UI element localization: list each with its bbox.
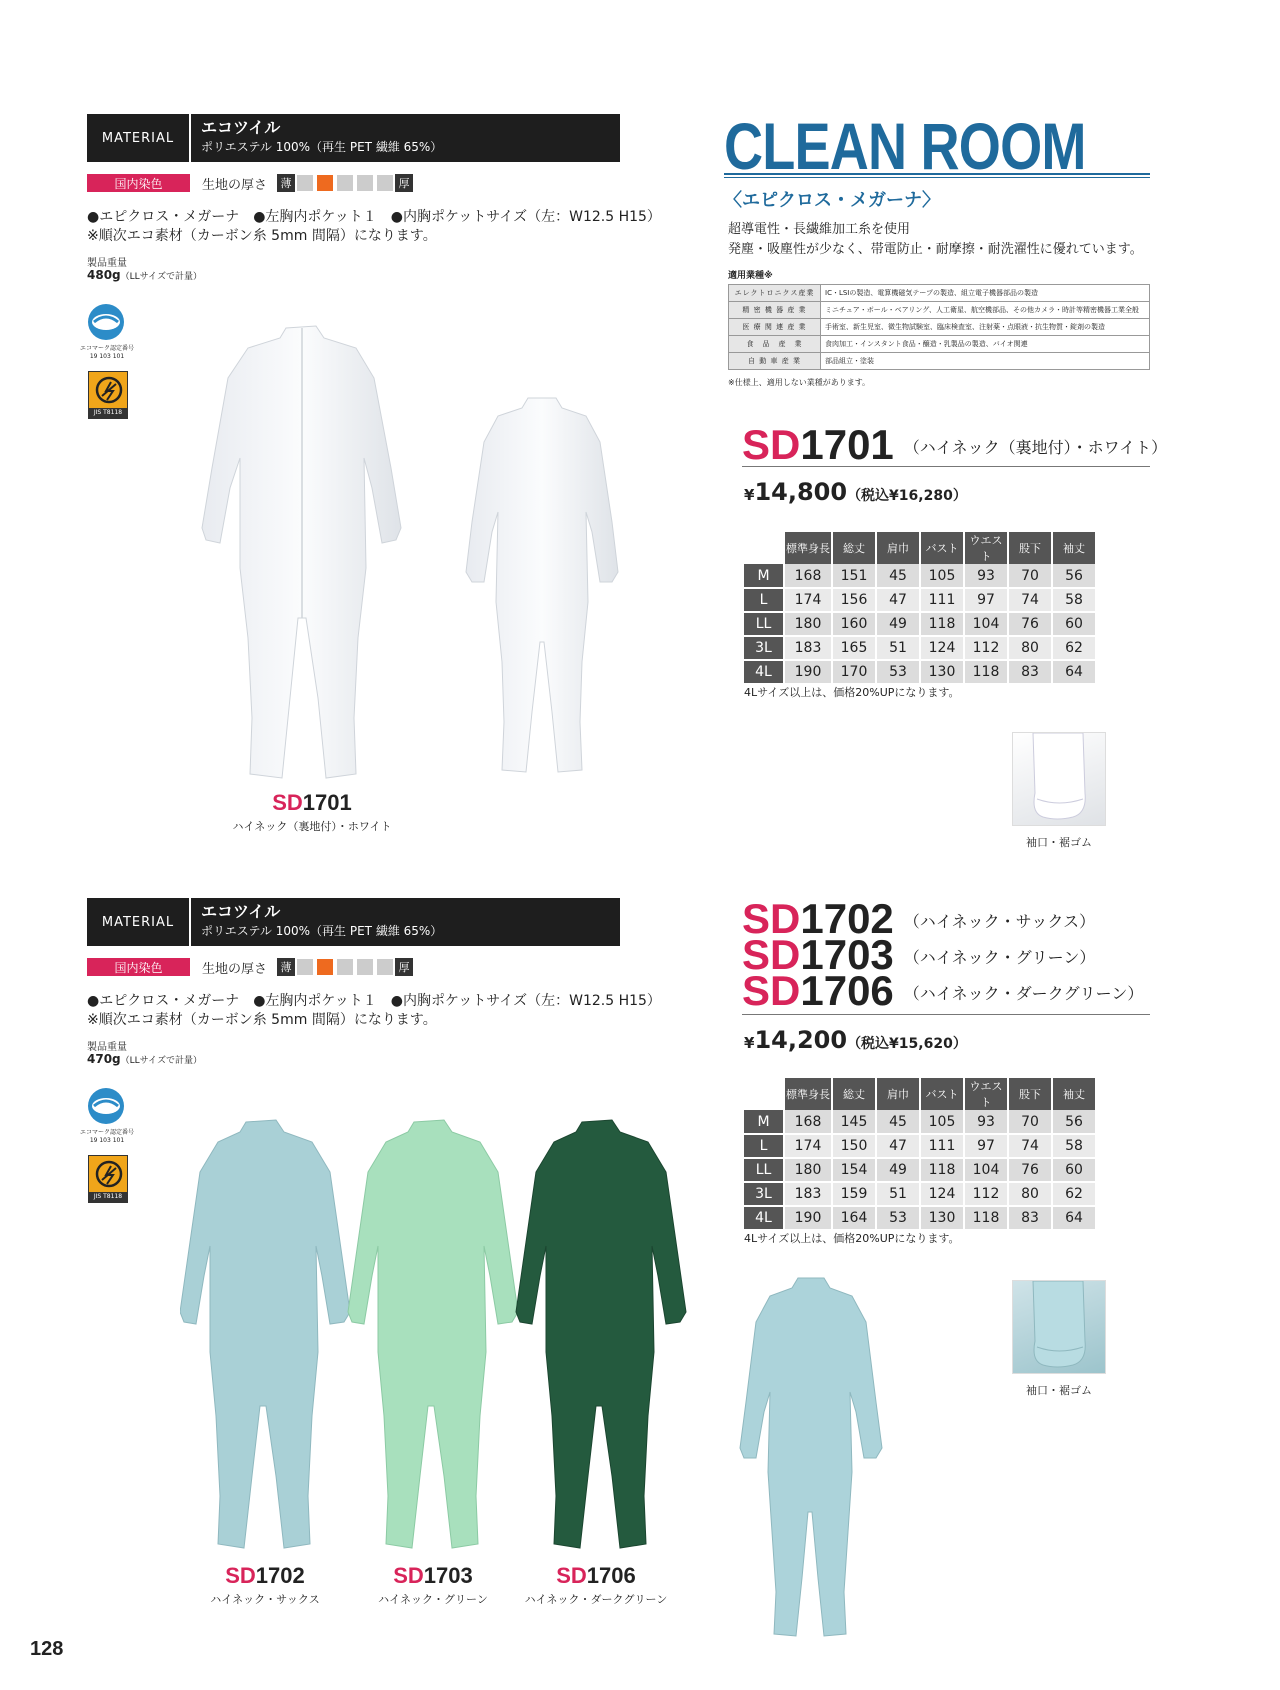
caption-code-sd1706: SD1706 bbox=[556, 1563, 636, 1588]
thickness-step bbox=[377, 175, 393, 191]
table-cell: 111 bbox=[920, 588, 964, 612]
size-label: L bbox=[744, 588, 784, 612]
cuff-detail-label: 袖口・裾ゴム bbox=[1026, 1384, 1092, 1397]
size-label: LL bbox=[744, 1158, 784, 1182]
material-header-2 bbox=[87, 898, 620, 946]
table-cell: 64 bbox=[1052, 1206, 1096, 1230]
product-code-sd1701: SD1701 （ハイネック（裏地付）・ホワイト） bbox=[742, 421, 1168, 468]
table-cell: 104 bbox=[964, 1158, 1008, 1182]
column-header: バスト bbox=[920, 1078, 964, 1110]
size-label: L bbox=[744, 1134, 784, 1158]
table-cell: 151 bbox=[832, 564, 876, 588]
table-cell: 111 bbox=[920, 1134, 964, 1158]
column-header: 袖丈 bbox=[1052, 532, 1096, 564]
table-cell: 190 bbox=[784, 1206, 832, 1230]
header-cell bbox=[744, 1078, 784, 1110]
column-header: ウエスト bbox=[964, 532, 1008, 564]
material-header-1 bbox=[87, 114, 620, 162]
table-cell: 183 bbox=[784, 1182, 832, 1206]
table-cell: 83 bbox=[1008, 660, 1052, 684]
weight-value: 470g（LLサイズで計量） bbox=[87, 1052, 202, 1066]
table-cell: 165 bbox=[832, 636, 876, 660]
ecomark-label: エコマーク認定番号 19 103 101 bbox=[79, 345, 134, 360]
product-photo-sd1701-back bbox=[462, 392, 622, 778]
table-cell: 76 bbox=[1008, 1158, 1052, 1182]
thickness-step bbox=[297, 959, 313, 975]
caption-code-sd1701: SD1701 bbox=[272, 790, 352, 815]
spec-note: ※順次エコ素材（カーボン糸 5mm 間隔）になります。 bbox=[87, 1012, 437, 1028]
table-cell: 97 bbox=[964, 1134, 1008, 1158]
jis-label: JIS T8118 bbox=[89, 1192, 127, 1202]
price-sd1701: ¥14,800（税込¥16,280） bbox=[744, 478, 967, 506]
table-cell: 118 bbox=[964, 1206, 1008, 1230]
dye-badge: 国内染色 bbox=[87, 958, 190, 976]
table-cell: 62 bbox=[1052, 1182, 1096, 1206]
table-cell: 104 bbox=[964, 612, 1008, 636]
thickness-step bbox=[337, 175, 353, 191]
product-code-sd1703: SD1703 （ハイネック・グリーン） bbox=[742, 931, 1096, 978]
table-cell: 49 bbox=[876, 612, 920, 636]
dye-badge: 国内染色 bbox=[87, 174, 190, 192]
table-row bbox=[744, 612, 1096, 636]
table-header-row bbox=[744, 1078, 1096, 1110]
table-cell: 56 bbox=[1052, 564, 1096, 588]
table-row: 精 密 機 器 産 業 ミニチュア・ボール・ベアリング、人工衛星、航空機部品、その他カメラ・時計等精密機器工業全般 bbox=[729, 302, 1150, 319]
ecomark-icon bbox=[84, 1086, 128, 1126]
table-cell: 118 bbox=[920, 1158, 964, 1182]
table-row bbox=[744, 1206, 1096, 1230]
table-cell: 64 bbox=[1052, 660, 1096, 684]
table-cell: 105 bbox=[920, 564, 964, 588]
table-cell: 159 bbox=[832, 1182, 876, 1206]
size-label: 4L bbox=[744, 660, 784, 684]
table-cell: 180 bbox=[784, 1158, 832, 1182]
column-header: 標準身長 bbox=[784, 532, 832, 564]
table-row bbox=[744, 1110, 1096, 1134]
table-cell: 180 bbox=[784, 612, 832, 636]
thickness-label: 生地の厚さ bbox=[202, 177, 268, 193]
table-cell: 118 bbox=[920, 612, 964, 636]
thick-label: 厚 bbox=[395, 958, 413, 976]
product-code-sd1702: SD1702 （ハイネック・サックス） bbox=[742, 895, 1096, 942]
table-cell: 154 bbox=[832, 1158, 876, 1182]
thin-label: 薄 bbox=[277, 958, 295, 976]
table-cell: 124 bbox=[920, 636, 964, 660]
table-cell: 105 bbox=[920, 1110, 964, 1134]
table-cell: 45 bbox=[876, 564, 920, 588]
table-cell: 45 bbox=[876, 1110, 920, 1134]
table-row bbox=[744, 660, 1096, 684]
material-tag: MATERIAL bbox=[87, 898, 191, 946]
table-cell: 168 bbox=[784, 1110, 832, 1134]
spec-note: ※順次エコ素材（カーボン糸 5mm 間隔）になります。 bbox=[87, 228, 437, 244]
table-row bbox=[744, 636, 1096, 660]
spec-line: ●エピクロス・メガーナ ●左胸内ポケット１ ●内胸ポケットサイズ（左：W12.5 H15） bbox=[87, 993, 661, 1009]
header-cell bbox=[744, 532, 784, 564]
table-cell: 80 bbox=[1008, 1182, 1052, 1206]
thickness-scale bbox=[202, 958, 413, 976]
industries-note: ※仕様上、適用しない業種があります。 bbox=[728, 378, 871, 387]
thin-label: 薄 bbox=[277, 174, 295, 192]
table-cell: 70 bbox=[1008, 1110, 1052, 1134]
size-label: M bbox=[744, 564, 784, 588]
ecomark-label: エコマーク認定番号 19 103 101 bbox=[79, 1129, 134, 1144]
jis-antistatic-icon bbox=[88, 371, 128, 419]
table-cell: 93 bbox=[964, 1110, 1008, 1134]
jis-antistatic-icon bbox=[88, 1155, 128, 1203]
thickness-step bbox=[377, 959, 393, 975]
material-tag: MATERIAL bbox=[87, 114, 191, 162]
caption-text-sd1702: ハイネック・サックス bbox=[210, 1593, 320, 1606]
table-cell: 145 bbox=[832, 1110, 876, 1134]
table-cell: 60 bbox=[1052, 1158, 1096, 1182]
table-row: 食 品 産 業 食肉加工・インスタント食品・醸造・乳製品の製造、バイオ関連 bbox=[729, 336, 1150, 353]
size-table-sd1701 bbox=[744, 532, 1097, 685]
cuff-detail-photo bbox=[1012, 1280, 1106, 1374]
thickness-step bbox=[357, 175, 373, 191]
table-cell: 60 bbox=[1052, 612, 1096, 636]
caption-text-sd1703: ハイネック・グリーン bbox=[378, 1593, 488, 1606]
table-row: 自 動 車 産 業 部品組立・塗装 bbox=[729, 353, 1150, 370]
spec-text bbox=[87, 992, 661, 1030]
thickness-label: 生地の厚さ bbox=[202, 961, 268, 977]
table-cell: 183 bbox=[784, 636, 832, 660]
table-header-row bbox=[744, 532, 1096, 564]
title-underline bbox=[724, 173, 1150, 178]
table-cell: 58 bbox=[1052, 588, 1096, 612]
thickness-step-selected bbox=[317, 175, 333, 191]
divider bbox=[742, 1014, 1150, 1015]
spec-line: ●エピクロス・メガーナ ●左胸内ポケット１ ●内胸ポケットサイズ（左：W12.5 H15） bbox=[87, 209, 661, 225]
material-name: エコツイル bbox=[201, 902, 281, 921]
thickness-step bbox=[337, 959, 353, 975]
caption-text-sd1701: ハイネック（裏地付）・ホワイト bbox=[232, 820, 392, 833]
column-header: 総丈 bbox=[832, 1078, 876, 1110]
thickness-step bbox=[357, 959, 373, 975]
table-cell: 174 bbox=[784, 588, 832, 612]
size-note: 4Lサイズ以上は、価格20%UPになります。 bbox=[744, 1232, 960, 1245]
table-row: 医 療 関 連 産 業 手術室、新生児室、微生物試験室、臨床検査室、注射薬・点眼液・抗生物質・錠剤の製造 bbox=[729, 319, 1150, 336]
table-cell: 130 bbox=[920, 660, 964, 684]
table-cell: 130 bbox=[920, 1206, 964, 1230]
column-header: 股下 bbox=[1008, 1078, 1052, 1110]
product-photos-sd1702-1703-1706 bbox=[180, 1116, 720, 1556]
table-row bbox=[744, 564, 1096, 588]
table-cell: 47 bbox=[876, 588, 920, 612]
table-cell: 62 bbox=[1052, 636, 1096, 660]
jis-label: JIS T8118 bbox=[89, 408, 127, 418]
table-row bbox=[744, 588, 1096, 612]
table-cell: 49 bbox=[876, 1158, 920, 1182]
table-cell: 156 bbox=[832, 588, 876, 612]
page-description: 超導電性・長繊維加工糸を使用 発塵・吸塵性が少なく、帯電防止・耐摩擦・耐洗濯性に優れています。 bbox=[728, 222, 1143, 257]
table-row bbox=[744, 1158, 1096, 1182]
ecomark-icon bbox=[84, 302, 128, 342]
table-row bbox=[744, 1134, 1096, 1158]
column-header: バスト bbox=[920, 532, 964, 564]
column-header: 肩巾 bbox=[876, 1078, 920, 1110]
table-cell: 80 bbox=[1008, 636, 1052, 660]
table-cell: 112 bbox=[964, 636, 1008, 660]
caption-code-sd1702: SD1702 bbox=[225, 1563, 305, 1588]
table-cell: 160 bbox=[832, 612, 876, 636]
size-label: M bbox=[744, 1110, 784, 1134]
thickness-step bbox=[297, 175, 313, 191]
table-cell: 74 bbox=[1008, 1134, 1052, 1158]
product-photo-sd1702-back bbox=[736, 1272, 886, 1642]
table-cell: 164 bbox=[832, 1206, 876, 1230]
industries-table bbox=[728, 284, 1150, 370]
page-title: CLEAN ROOM bbox=[724, 109, 1086, 183]
product-code-sd1706: SD1706 （ハイネック・ダークグリーン） bbox=[742, 967, 1144, 1014]
size-table-sd1702 bbox=[744, 1078, 1097, 1231]
weight-label: 製品重量 bbox=[87, 258, 127, 269]
weight-label: 製品重量 bbox=[87, 1042, 127, 1053]
divider bbox=[742, 466, 1150, 467]
table-cell: 53 bbox=[876, 1206, 920, 1230]
table-cell: 51 bbox=[876, 1182, 920, 1206]
table-cell: 118 bbox=[964, 660, 1008, 684]
page-number: 128 bbox=[30, 1638, 64, 1660]
page-subtitle: 〈エピクロス・メガーナ〉 bbox=[724, 190, 940, 211]
table-cell: 112 bbox=[964, 1182, 1008, 1206]
size-label: LL bbox=[744, 612, 784, 636]
cuff-detail-photo bbox=[1012, 732, 1106, 826]
table-cell: 124 bbox=[920, 1182, 964, 1206]
industries-title: 適用業種※ bbox=[728, 271, 773, 281]
price-sd1702: ¥14,200（税込¥15,620） bbox=[744, 1026, 967, 1054]
table-cell: 74 bbox=[1008, 588, 1052, 612]
cuff-detail-label: 袖口・裾ゴム bbox=[1026, 836, 1092, 849]
table-cell: 76 bbox=[1008, 612, 1052, 636]
table-cell: 56 bbox=[1052, 1110, 1096, 1134]
table-cell: 53 bbox=[876, 660, 920, 684]
thickness-step-selected bbox=[317, 959, 333, 975]
table-cell: 58 bbox=[1052, 1134, 1096, 1158]
size-note: 4Lサイズ以上は、価格20%UPになります。 bbox=[744, 686, 960, 699]
spec-text bbox=[87, 208, 661, 246]
material-desc: ポリエステル 100%（再生 PET 繊維 65%） bbox=[201, 140, 443, 154]
table-cell: 47 bbox=[876, 1134, 920, 1158]
table-row: エレクトロニクス産業 IC・LSIの製造、電算機磁気テープの製造、組立電子機器部品の製造 bbox=[729, 285, 1150, 302]
table-cell: 174 bbox=[784, 1134, 832, 1158]
column-header: ウエスト bbox=[964, 1078, 1008, 1110]
size-label: 3L bbox=[744, 636, 784, 660]
table-cell: 83 bbox=[1008, 1206, 1052, 1230]
weight-value: 480g（LLサイズで計量） bbox=[87, 268, 202, 282]
material-name: エコツイル bbox=[201, 118, 281, 137]
column-header: 標準身長 bbox=[784, 1078, 832, 1110]
column-header: 総丈 bbox=[832, 532, 876, 564]
caption-code-sd1703: SD1703 bbox=[393, 1563, 473, 1588]
column-header: 袖丈 bbox=[1052, 1078, 1096, 1110]
table-cell: 93 bbox=[964, 564, 1008, 588]
caption-text-sd1706: ハイネック・ダークグリーン bbox=[524, 1593, 668, 1606]
table-cell: 170 bbox=[832, 660, 876, 684]
table-cell: 97 bbox=[964, 588, 1008, 612]
thickness-scale bbox=[202, 174, 413, 192]
column-header: 股下 bbox=[1008, 532, 1052, 564]
material-desc: ポリエステル 100%（再生 PET 繊維 65%） bbox=[201, 924, 443, 938]
product-photo-sd1701-front bbox=[196, 318, 406, 784]
table-cell: 150 bbox=[832, 1134, 876, 1158]
table-cell: 190 bbox=[784, 660, 832, 684]
table-cell: 51 bbox=[876, 636, 920, 660]
table-row bbox=[744, 1182, 1096, 1206]
size-label: 4L bbox=[744, 1206, 784, 1230]
table-cell: 168 bbox=[784, 564, 832, 588]
column-header: 肩巾 bbox=[876, 532, 920, 564]
table-cell: 70 bbox=[1008, 564, 1052, 588]
thick-label: 厚 bbox=[395, 174, 413, 192]
size-label: 3L bbox=[744, 1182, 784, 1206]
